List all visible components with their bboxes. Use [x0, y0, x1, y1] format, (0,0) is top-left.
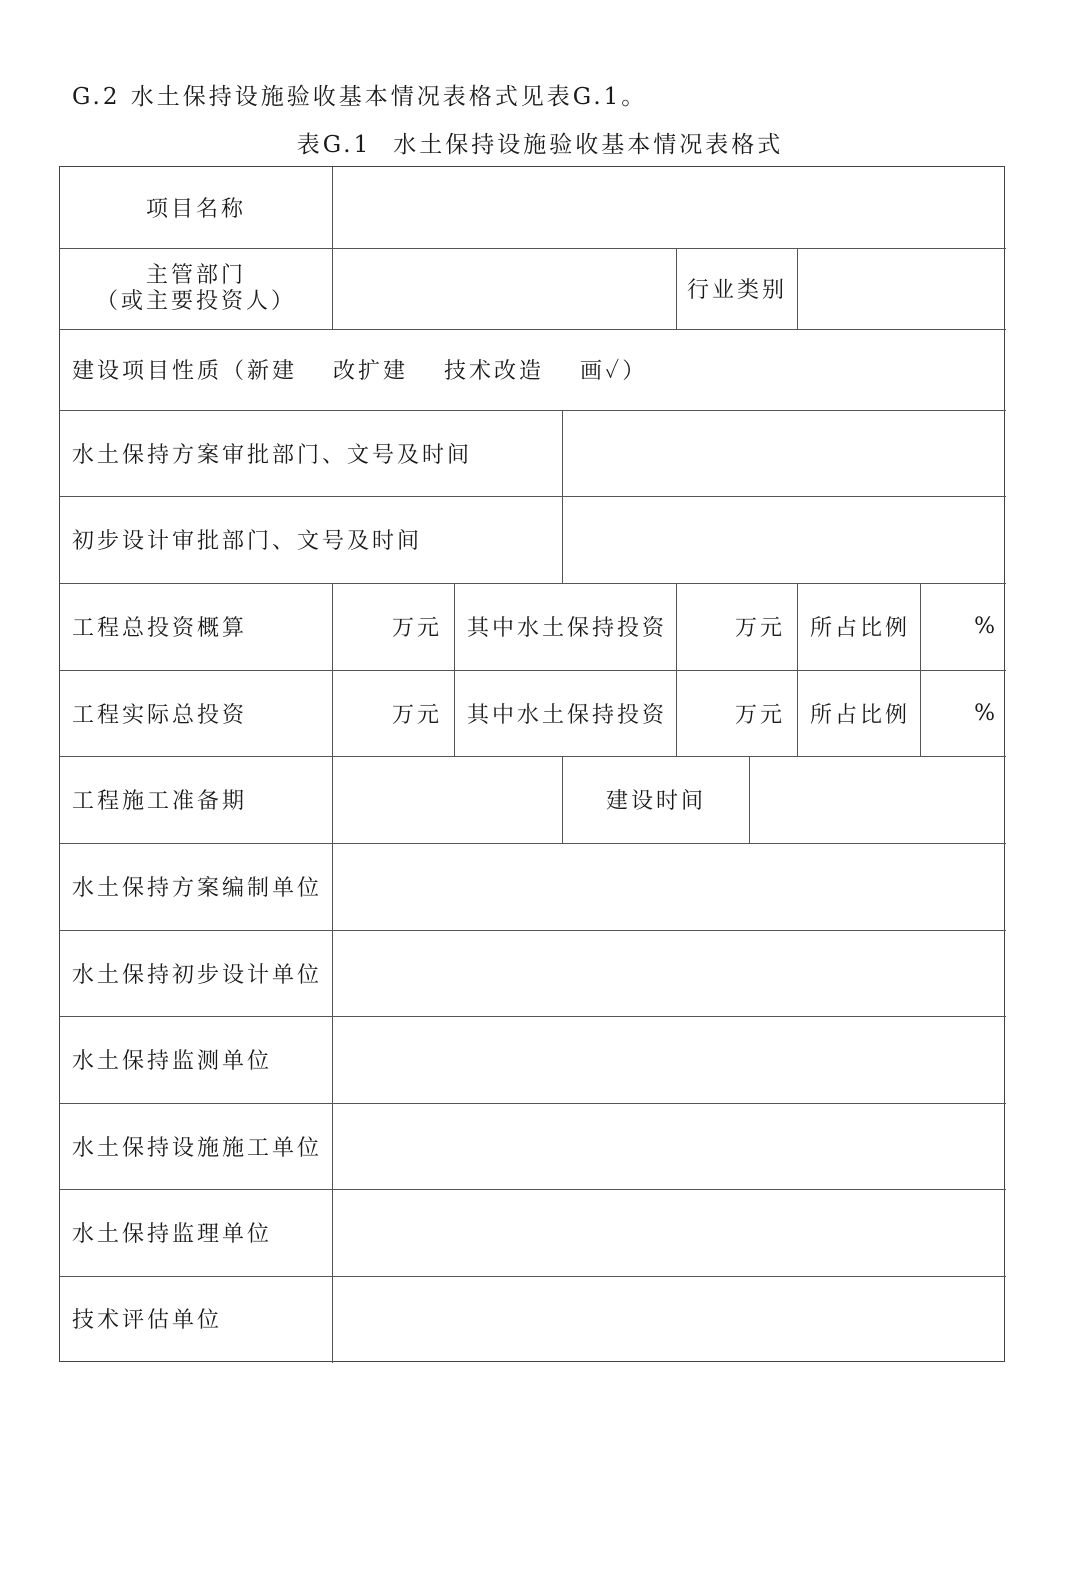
actual-label: 工程实际总投资 — [72, 702, 248, 728]
budget-label: 工程总投资概算 — [72, 616, 248, 641]
actual-ratio-label: 所占比例 — [810, 702, 911, 728]
actual-unit[interactable]: 万元 — [391, 702, 442, 728]
project-name-label: 项目名称 — [145, 197, 246, 222]
actual-swc-label: 其中水土保持投资 — [467, 702, 668, 728]
supervise-unit-label: 水土保持监理单位 — [72, 1222, 273, 1247]
prelim-approval-field[interactable] — [563, 496, 1006, 583]
budget-swc-label: 其中水土保持投资 — [467, 616, 668, 641]
table-title: 水土保持设施验收基本情况表格式 — [393, 132, 784, 158]
supervise-unit-field[interactable] — [333, 1189, 1006, 1276]
department-field[interactable] — [333, 248, 676, 329]
construct-unit-field[interactable] — [333, 1103, 1006, 1189]
project-nature-row[interactable] — [60, 329, 1006, 410]
design-unit-field[interactable] — [333, 930, 1006, 1016]
budget-unit[interactable]: 万元 — [391, 616, 442, 641]
project-nature-label: 建设项目性质（新建 — [72, 359, 298, 384]
nature-option-expansion: 改扩建 — [333, 359, 409, 384]
actual-swc-unit[interactable]: 万元 — [734, 702, 785, 728]
table-number: 表G.1 — [296, 132, 372, 158]
design-unit-label: 水土保持初步设计单位 — [72, 962, 323, 988]
nature-option-tech-upgrade: 技术改造 — [444, 359, 545, 384]
department-label-line2: （或主要投资人） — [95, 288, 296, 314]
project-name-field[interactable] — [333, 167, 1006, 248]
prep-period-label: 工程施工准备期 — [72, 789, 248, 814]
budget-ratio-label: 所占比例 — [810, 616, 911, 641]
build-time-field[interactable] — [750, 756, 1006, 843]
nature-check-hint: 画✓） — [580, 359, 648, 384]
industry-label: 行业类别 — [686, 278, 787, 303]
department-label — [60, 248, 332, 329]
plan-unit-field[interactable] — [333, 843, 1006, 930]
build-time-label: 建设时间 — [605, 789, 706, 814]
industry-field[interactable] — [798, 248, 1006, 329]
monitor-unit-field[interactable] — [333, 1016, 1006, 1103]
plan-approval-label: 水土保持方案审批部门、文号及时间 — [72, 442, 473, 468]
budget-swc-unit[interactable]: 万元 — [734, 616, 785, 641]
intro-text: G.2 水土保持设施验收基本情况表格式见表G.1。 — [72, 84, 648, 110]
prep-period-field[interactable] — [333, 756, 562, 843]
actual-ratio-percent[interactable]: % — [974, 700, 998, 726]
prelim-approval-label: 初步设计审批部门、文号及时间 — [72, 529, 423, 554]
evaluate-unit-label: 技术评估单位 — [72, 1308, 223, 1333]
plan-approval-field[interactable] — [563, 410, 1006, 496]
construct-unit-label: 水土保持设施施工单位 — [72, 1135, 323, 1161]
plan-unit-label: 水土保持方案编制单位 — [72, 876, 323, 901]
evaluate-unit-field[interactable] — [333, 1276, 1006, 1361]
budget-ratio-percent[interactable]: % — [974, 614, 998, 639]
monitor-unit-label: 水土保持监测单位 — [72, 1049, 273, 1074]
department-label-line1: 主管部门 — [145, 262, 246, 288]
acceptance-form-table — [59, 166, 1005, 1362]
table-caption — [0, 126, 1080, 159]
